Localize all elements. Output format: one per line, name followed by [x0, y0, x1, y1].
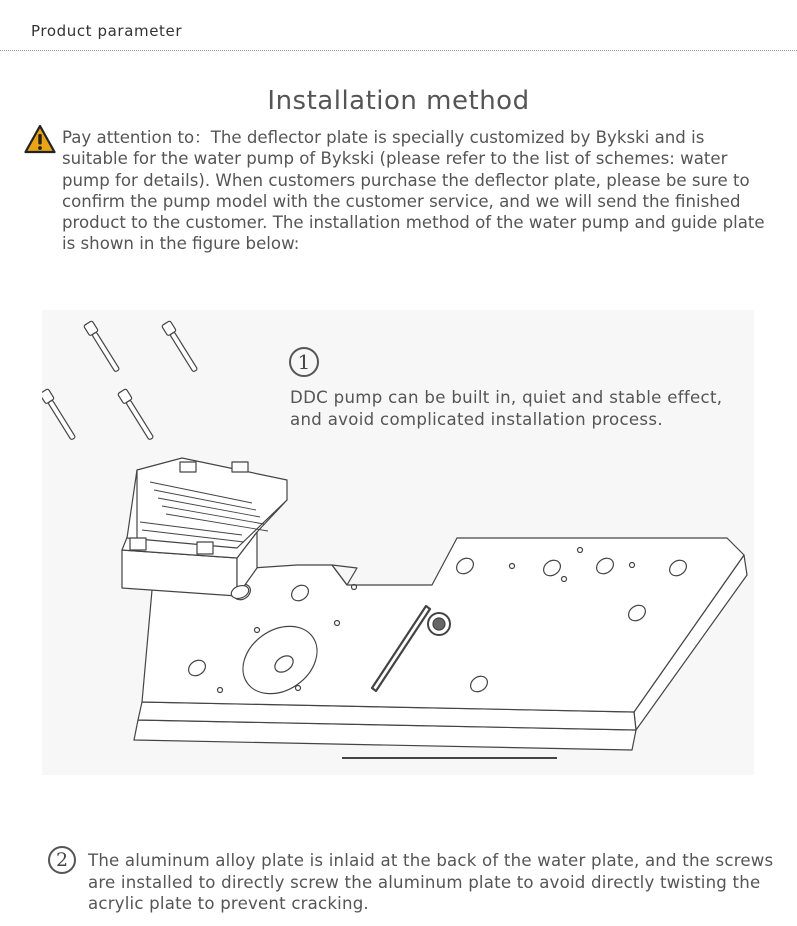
section-header-title: Product parameter: [31, 22, 183, 40]
warning-icon: [24, 124, 56, 154]
step-2-text: The aluminum alloy plate is inlaid at the back of the water plate, and the screws are installed to directly screw the aluminum plate to avoid directly twisting the acrylic plate to prevent cracking.: [88, 851, 774, 913]
step-number-1: 1: [289, 347, 319, 377]
screw-icon: [42, 321, 200, 442]
page-title: Installation method: [267, 86, 530, 116]
section-header: [0, 0, 797, 51]
notice-text: Pay attention to：The deflector plate is specially customized by Bykski and is suitable for the water pump of Bykski (please refer to the list of schemes: water pump for details). When customers purchase the deflector plate, please be sure to confirm the pump model with the customer service, and we will send the finished product to the customer. The installation method of the water pump and guide plate is shown in the figure below:: [62, 128, 765, 254]
step-1-text: DDC pump can be built in, quiet and stable effect, and avoid complicated installation process.: [290, 388, 723, 429]
installation-diagram: [42, 310, 754, 775]
step-number-2: 2: [48, 846, 76, 874]
